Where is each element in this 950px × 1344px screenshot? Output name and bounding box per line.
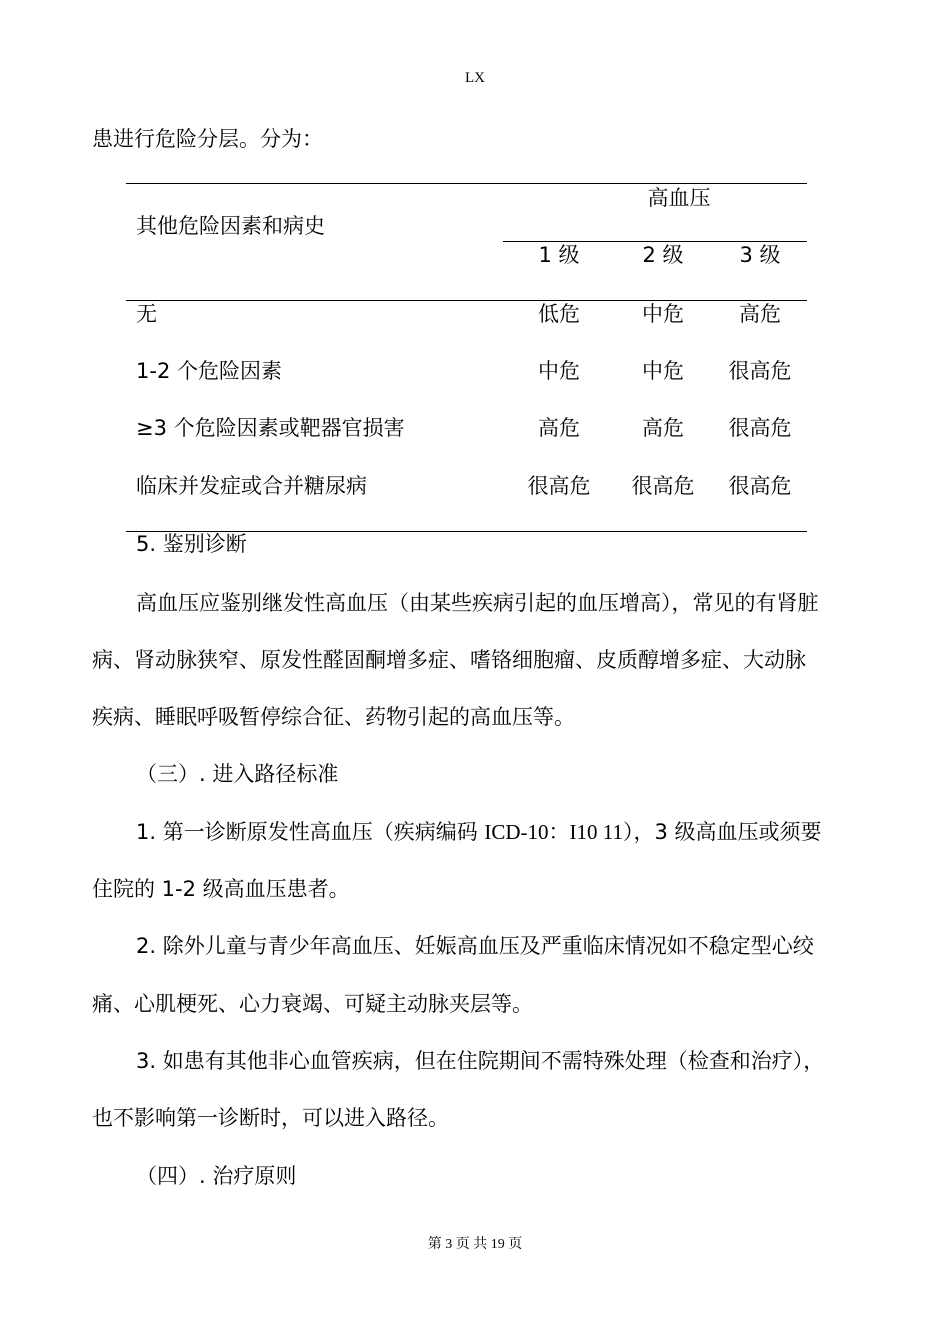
disease-code: ICD-10：I10 11 <box>484 820 624 844</box>
page-header: LX <box>465 70 485 86</box>
table-row-header: 其他危险因素和病史 <box>136 214 325 238</box>
column-header-grade-3: 3 级 <box>739 243 781 267</box>
section-5-title: 5. 鉴别诊断 <box>136 532 247 556</box>
row-label: 无 <box>136 302 157 326</box>
intro-text: 患进行危险分层。分为： <box>92 127 323 151</box>
section-4-title: （四）. 治疗原则 <box>136 1164 297 1188</box>
column-header-grade-1: 1 级 <box>538 243 580 267</box>
risk-cell: 中危 <box>538 359 580 383</box>
item-text: 1. 第一诊断原发性高血压（疾病编码 <box>136 820 485 844</box>
risk-cell: 很高危 <box>728 474 792 498</box>
paragraph-line: 病、肾动脉狭窄、原发性醛固酮增多症、嗜铬细胞瘤、皮质醇增多症、大动脉 <box>92 648 806 672</box>
page-footer: 第 3 页 共 19 页 <box>427 1237 523 1252</box>
table-group-header: 高血压 <box>647 186 711 210</box>
risk-cell: 中危 <box>642 302 684 326</box>
risk-cell: 低危 <box>538 302 580 326</box>
paragraph-line: 住院的 1-2 级高血压患者。 <box>92 877 350 901</box>
risk-cell: 很高危 <box>631 474 695 498</box>
row-label: 临床并发症或合并糖尿病 <box>136 474 367 498</box>
risk-cell: 很高危 <box>527 474 591 498</box>
paragraph-line <box>136 818 822 846</box>
risk-cell: 高危 <box>739 302 781 326</box>
item-text: ），3 级高血压或须要 <box>623 820 822 844</box>
row-label: 1-2 个危险因素 <box>136 359 282 383</box>
risk-cell: 很高危 <box>728 359 792 383</box>
paragraph-line: 高血压应鉴别继发性高血压（由某些疾病引起的血压增高），常见的有肾脏 <box>136 591 819 615</box>
paragraph-line: 也不影响第一诊断时，可以进入路径。 <box>92 1106 449 1130</box>
section-3-title: （三）. 进入路径标准 <box>136 762 339 786</box>
risk-cell: 很高危 <box>728 416 792 440</box>
column-header-grade-2: 2 级 <box>642 243 684 267</box>
row-label: ≥3 个危险因素或靶器官损害 <box>136 416 405 440</box>
risk-cell: 高危 <box>642 416 684 440</box>
paragraph-line: 疾病、睡眠呼吸暂停综合征、药物引起的高血压等。 <box>92 705 575 729</box>
paragraph-line: 2. 除外儿童与青少年高血压、妊娠高血压及严重临床情况如不稳定型心绞 <box>136 934 814 958</box>
paragraph-line: 痛、心肌梗死、心力衰竭、可疑主动脉夹层等。 <box>92 992 533 1016</box>
risk-cell: 中危 <box>642 359 684 383</box>
paragraph-line: 3. 如患有其他非心血管疾病，但在住院期间不需特殊处理（检查和治疗）， <box>136 1049 825 1073</box>
risk-cell: 高危 <box>538 416 580 440</box>
